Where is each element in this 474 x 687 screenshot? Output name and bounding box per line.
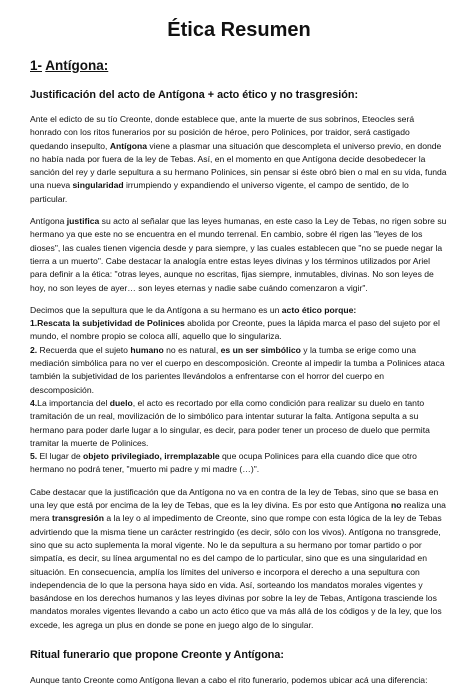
list-item: 4.La importancia del duelo, el acto es recortado por ella como condición para realizar su duelo en tanto tramitación de un real, movilización de lo simbólico para intentar suturar la falta. Antígona sepulta a su hermano para poder darle lugar a lo singular, es decir, para poder tener un proceso de duelo que permita tramitar la muerte de Polinices.	[30, 397, 430, 448]
paragraph-edict: Ante el edicto de su tío Creonte, donde establece que, ante la muerte de sus sobrinos, Eteocles será honrado con los ritos funerarios por su posición de héroe, pero Polinices, por traidor, será castigado quedando insepulto, Antígona viene a plasmar una situación que descompleta el universo previo, en donde no había nada por fuera de la ley de Tebas. Así, en el momento en que Antígona decide desobedecer la sanción del rey y darle sepultura a su hermano Polinices, sin pensar si éste obró bien o mal en su vida, funda una nueva singularidad irrumpiendo y expandiendo el universo vigente, el campo de sentido, de lo particular.	[30, 114, 447, 204]
paragraph-justifies: Antígona justifica su acto al señalar que las leyes humanas, en este caso la Ley de Tebas, no rigen sobre su hermano ya que este no se encuentra en el mundo terrenal. En cambio, sobre él rigen las "leyes de los dioses", las cuales tienen vigencia desde y para siempre, y las cuales establecen que "no se puede negar la tierra a un muerto". Cabe destacar la analogía entre estas leyes divinas y los términos utilizados por Ariel para definir a la ética: "otras leyes, aunque no escritas, fijas siempre, inmutables, divinas. No son leyes de hoy, no son leyes de ayer… son leyes eternas y nadie sabe cuándo comenzaron a vigir".	[30, 216, 447, 293]
paragraph-ethical-act: Decimos que la sepultura que le da Antígona a su hermano es un acto ético porque: 1.Rescata la subjetividad de Polinices abolida por Creonte, pues la lápida marca el paso del sujeto por el mundo, el nombre propio se coloca allí, aquello que lo singulariza. 2. Recuerda que el sujeto humano no es natural, es un ser simbólico y la tumba se erige como una mediación simbólica para no ver el cuerpo en descomposición. Creonte al impedir la tumba a Polinices ataca también la subjetividad de los parientes llevándolos a enfrentarse con el horror del cuerpo en descomposición. 4.La importancia del duelo, el acto es recortado por ella como condición para realizar su duelo en tanto tramitación de un real, movilización de lo simbólico para intentar suturar la falta. Antígona sepulta a su hermano para poder darle lugar a lo singular, es decir, para poder tener un proceso de duelo que permita tramitar la muerte de Polinices. 5. El lugar de objeto privilegiado, irremplazable que ocupa Polinices para ella cuando dice que otro hermano no podrá tener, "muerto mi padre y mi madre (…)".	[30, 304, 445, 475]
list-item: 2. Recuerda que el sujeto humano no es natural, es un ser simbólico y la tumba se erige como una mediación simbólica para no ver el cuerpo en descomposición. Creonte al impedir la tumba a Polinices ataca también la subjetividad de los parientes llevándolos a enfrentarse con el horror del cuerpo en descomposición.	[30, 344, 445, 395]
paragraph-ritual: Aunque tanto Creonte como Antígona llevan a cabo el rito funerario, podemos ubicar acá una diferencia:	[30, 674, 428, 685]
paragraph-not-transgression: Cabe destacar que la justificación que da Antígona no va en contra de la ley de Tebas, sino que se basa en una ley que está por encima de la ley de Tebas, que es la ley divina. Es por esto que Antígona no realiza una mera transgresión a la ley o al impedimento de Creonte, sino que rompe con esta lógica de la ley de Tebas advirtiendo que la misma tiene un carácter restringido (es decir, sólo con los vivos). Antígona no transgrede, sino que su acto suplementa la moral vigente. No le da sepultura a su hermano por tomar partido o por simpatía, es decir, su línea argumental no es del campo de lo particular, sino que es una singularidad en situación. En consecuencia, amplía los límites del universo e incorpora el derecho a una sepultura con independencia de lo que la persona haya sido en vida. Así, sorteando los mandatos morales vigentes y basándose en los derechos humanos y las leyes divinas por sobre la ley de Tebas, Antígona trasciende los mandatos morales vigentes llevando a cabo un acto ético que va más allá de los códigos y de la ley, que los excede, les agrega un plus en donde se pone en juego algo de lo singular.	[30, 486, 446, 630]
list-item: 5. El lugar de objeto privilegiado, irremplazable que ocupa Polinices para ella cuando dice que otro hermano no podrá tener, "muerto mi padre y mi madre (…)".	[30, 451, 417, 475]
section-number: 1-	[30, 58, 43, 73]
section-title: Antígona:	[45, 58, 109, 73]
document-title: Ética Resumen	[167, 19, 311, 41]
section-heading-antigona	[30, 58, 448, 74]
justification-heading: Justificación del acto de Antígona + acto ético y no trasgresión:	[30, 89, 359, 101]
ritual-heading: Ritual funerario que propone Creonte y Antígona:	[30, 648, 284, 661]
list-item: 1.Rescata la subjetividad de Polinices abolida por Creonte, pues la lápida marca el paso del sujeto por el mundo, el nombre propio se coloca allí, aquello que lo singulariza.	[30, 318, 440, 342]
